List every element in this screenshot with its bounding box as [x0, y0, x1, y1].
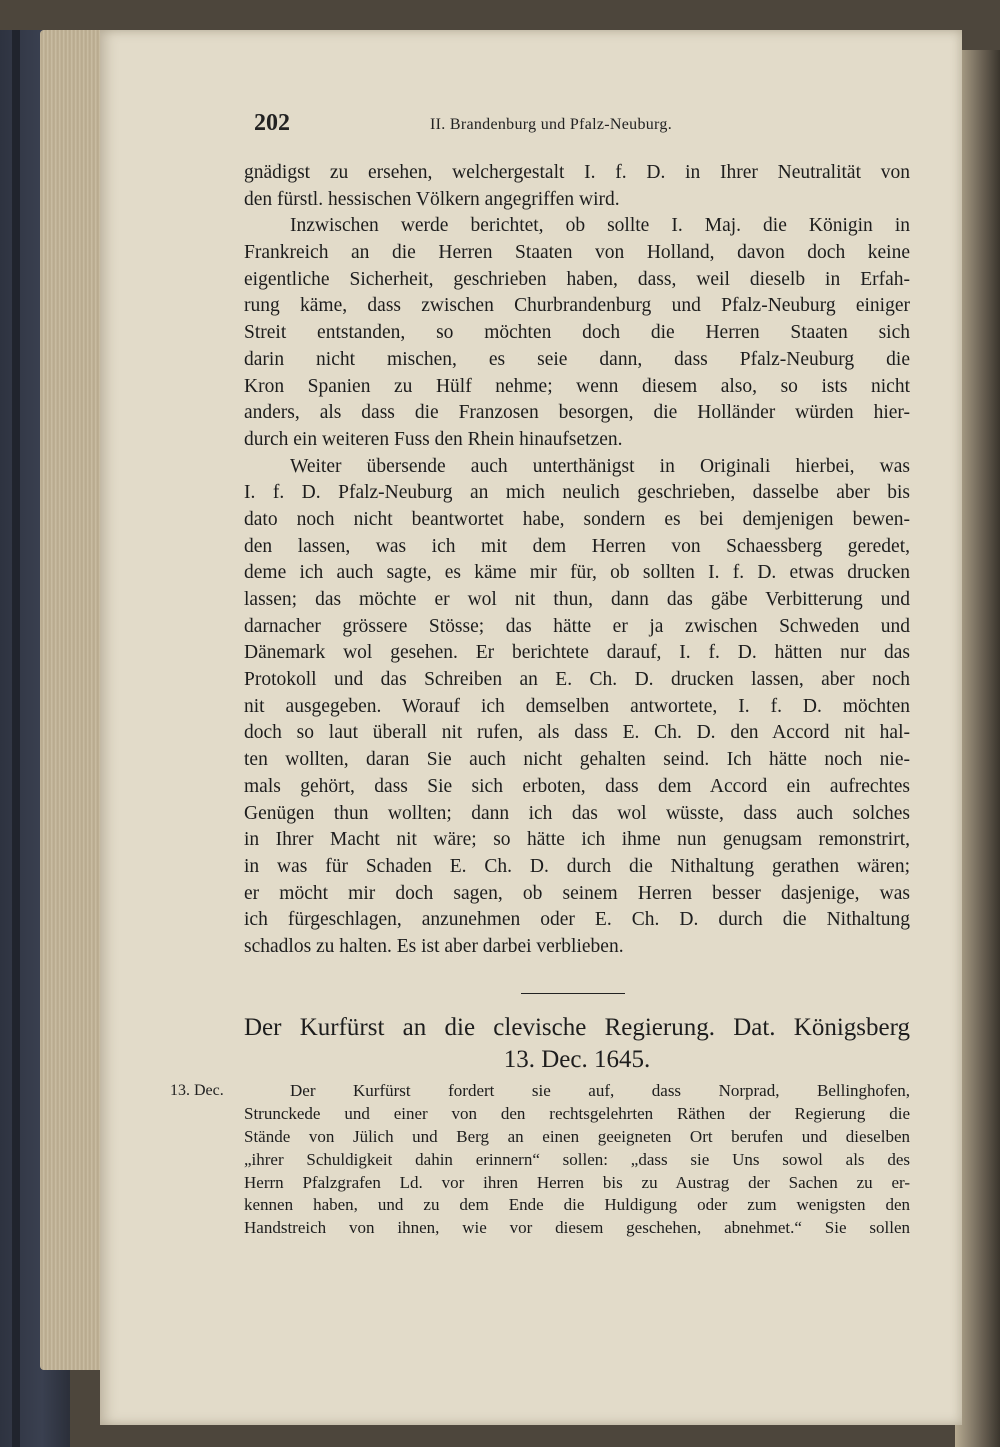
- text-line: Weiter übersende auch unterthänigst in Originali hierbei, was: [290, 455, 910, 477]
- text-line: gnädigst zu ersehen, welchergestalt I. f. D. in Ihrer Neutralität von: [244, 162, 910, 183]
- text-line: den lassen, was ich mit dem Herren von Schaessberg geredet,: [244, 535, 910, 557]
- page-header: [254, 110, 934, 146]
- text-line: in was für Schaden E. Ch. D. durch die Nithaltung gerathen wären;: [244, 855, 910, 877]
- margin-date-note: 13. Dec.: [170, 1082, 224, 1099]
- text-line: Frankreich an die Herren Staaten von Holland, davon doch keine: [244, 242, 910, 264]
- text-line: doch so laut überall nit rufen, als dass E. Ch. D. den Accord nit hal-: [244, 722, 910, 744]
- summary-line: Strunckede und einer von den rechtsgelehrten Räthen der Regierung die: [244, 1103, 910, 1123]
- text-line: deme ich auch sagte, es käme mir für, ob sollten I. f. D. etwas drucken: [244, 562, 910, 584]
- text-line: Streit entstanden, so möchten doch die Herren Staaten sich: [244, 322, 910, 344]
- text-line: schadlos zu halten. Es ist aber darbei verblieben.: [244, 935, 624, 957]
- text-line: ten wollten, daran Sie auch nicht gehalten seind. Ich hätte noch nie-: [244, 749, 910, 771]
- text-line: darin nicht mischen, es seie dann, dass Pfalz-Neuburg die: [244, 348, 910, 370]
- summary-line: Der Kurfürst fordert sie auf, dass Norprad, Bellinghofen,: [290, 1081, 910, 1100]
- section-divider: [521, 993, 625, 994]
- text-line: eigentliche Sicherheit, geschrieben haben, dass, weil dieselb in Erfah-: [244, 268, 910, 290]
- text-line: ich fürgeschlagen, anzunehmen oder E. Ch. D. durch die Nithaltung: [244, 909, 910, 931]
- summary-line: Herrn Pfalzgrafen Ld. vor ihren Herren bis zu Austrag der Sachen zu er-: [244, 1172, 910, 1192]
- body-text: [244, 160, 910, 961]
- text-line: lassen; das möchte er wol nit thun, dann das gäbe Verbitterung und: [244, 589, 910, 610]
- text-line: Dänemark wol gesehen. Er berichtete darauf, I. f. D. hätten nur das: [244, 642, 910, 664]
- text-line: mals gehört, dass Sie sich erboten, dass dem Accord ein aufrechtes: [244, 775, 910, 797]
- summary-line: Stände von Jülich und Berg an einen geeigneten Ort berufen und dieselben: [244, 1126, 910, 1146]
- text-line: Protokoll und das Schreiben an E. Ch. D. drucken lassen, aber noch: [244, 669, 910, 691]
- text-line: er möcht mir doch sagen, ob seinem Herren besser dasjenige, was: [244, 882, 910, 904]
- text-line: anders, als dass die Franzosen besorgen, die Holländer würden hier-: [244, 402, 910, 424]
- text-line: dato noch nicht beantwortet habe, sondern es bei demjenigen bewen-: [244, 508, 910, 530]
- text-line: Kron Spanien zu Hülf nehme; wenn diesem also, so ists nicht: [244, 375, 910, 397]
- page-number: 202: [254, 110, 290, 136]
- section-heading-line: Der Kurfürst an die clevische Regierung. Dat. Königsberg: [244, 1014, 910, 1041]
- summary-text: [244, 1080, 910, 1240]
- text-line: Genügen thun wollten; dann ich das wol wüsste, dass auch solches: [244, 802, 910, 824]
- text-line: nit ausgegeben. Worauf ich demselben antwortete, I. f. D. möchten: [244, 695, 910, 717]
- running-head: II. Brandenburg und Pfalz-Neuburg.: [430, 116, 672, 133]
- book-cover-edge: [12, 30, 20, 1447]
- text-line: den fürstl. hessischen Völkern angegriffen wird.: [244, 188, 620, 210]
- text-line: darnacher grössere Stösse; das hätte er ja zwischen Schweden und: [244, 615, 910, 637]
- text-line: Inzwischen werde berichtet, ob sollte I. Maj. die Königin in: [290, 215, 910, 237]
- text-line: in Ihrer Macht nit wäre; so hätte ich ihme nun genugsam remonstrirt,: [244, 829, 910, 851]
- summary-line: kennen haben, und zu dem Ende die Huldigung oder zum wenigsten den: [244, 1195, 910, 1215]
- summary-line: „ihrer Schuldigkeit dahin erinnern“ sollen: „dass sie Uns sowol als des: [244, 1149, 910, 1169]
- summary-line: Handstreich von ihnen, wie vor diesem geschehen, abnehmet.“ Sie sollen: [244, 1218, 910, 1238]
- text-line: I. f. D. Pfalz-Neuburg an mich neulich geschrieben, dasselbe aber bis: [244, 482, 910, 504]
- text-line: rung käme, dass zwischen Churbrandenburg und Pfalz-Neuburg einiger: [244, 295, 910, 317]
- section-heading: [244, 1012, 910, 1076]
- text-line: durch ein weiteren Fuss den Rhein hinaufsetzen.: [244, 428, 623, 450]
- section-heading-date: 13. Dec. 1645.: [503, 1046, 651, 1073]
